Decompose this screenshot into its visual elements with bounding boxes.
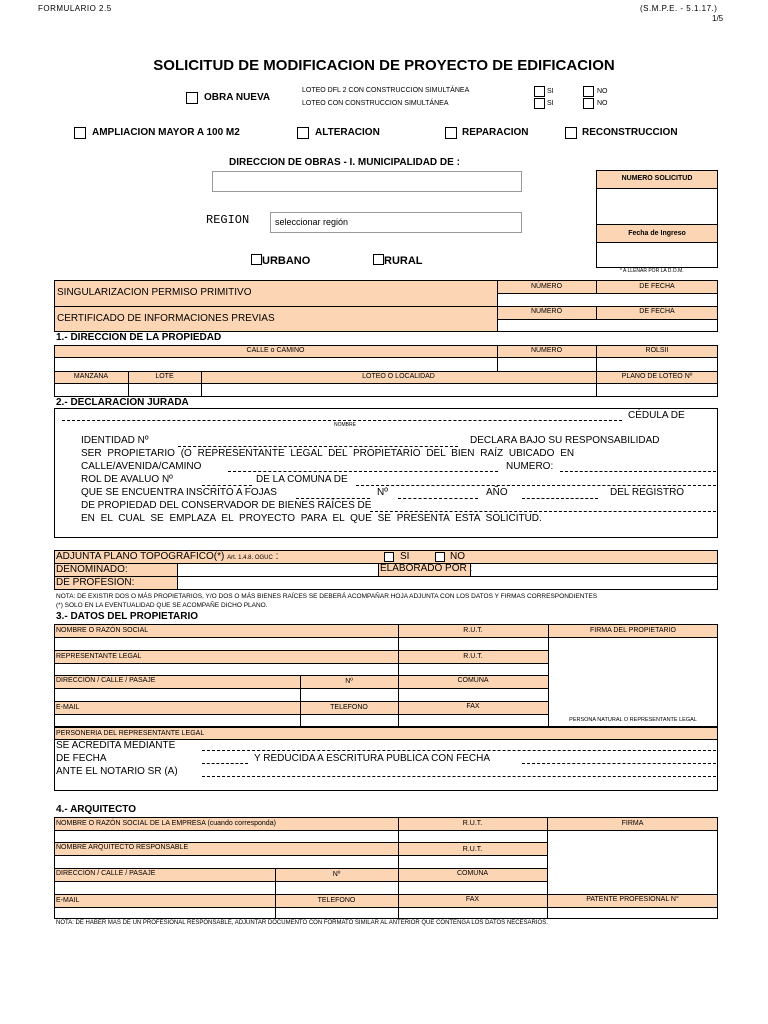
firma-header: FIRMA bbox=[621, 820, 644, 827]
section-3-title: 3.- DATOS DEL PROPIETARIO bbox=[56, 611, 199, 622]
registro-label: DEL REGISTRO bbox=[610, 487, 685, 498]
n-header: Nº bbox=[345, 678, 353, 685]
calle-header: CALLE o CAMINO bbox=[246, 347, 305, 354]
form-id: FORMULARIO 2.5 bbox=[38, 4, 112, 13]
fax-header: FAX bbox=[465, 896, 480, 903]
persona-natural-caption: PERSONA NATURAL O REPRESENTANTE LEGAL bbox=[569, 717, 697, 723]
loteo-dfl-si-checkbox[interactable] bbox=[534, 86, 545, 97]
representante-header: REPRESENTANTE LEGAL bbox=[56, 653, 142, 660]
ampliacion-checkbox[interactable] bbox=[74, 127, 86, 139]
direccion-header: DIRECCIÓN / CALLE / PASAJE bbox=[56, 870, 156, 877]
municipalidad-input[interactable] bbox=[212, 171, 522, 192]
cedula-label: CÉDULA DE bbox=[628, 410, 685, 421]
urbano-checkbox[interactable] bbox=[251, 254, 262, 265]
comuna-header: COMUNA bbox=[457, 677, 489, 684]
alteracion-checkbox[interactable] bbox=[297, 127, 309, 139]
rut-header: R.U.T. bbox=[463, 653, 483, 660]
obra-nueva-checkbox[interactable] bbox=[186, 92, 198, 104]
elaborado-label: ELABORADO POR : bbox=[380, 563, 473, 574]
si-label: SI bbox=[400, 551, 410, 562]
comuna-header: COMUNA bbox=[456, 870, 489, 877]
reconstruccion-label: RECONSTRUCCION bbox=[582, 127, 678, 138]
loteo-dfl-label: LOTEO DFL 2 CON CONSTRUCCION SIMULTÁNEA bbox=[302, 87, 470, 94]
page-number: 1/5 bbox=[712, 14, 724, 23]
ampliacion-label: AMPLIACION MAYOR A 100 M2 bbox=[92, 127, 240, 138]
profesion-label: DE PROFESION: bbox=[56, 577, 135, 588]
n-header: Nº bbox=[332, 871, 341, 878]
rol-avaluo-label: ROL DE AVALUO Nº bbox=[81, 474, 173, 485]
no-label: NO bbox=[597, 100, 608, 107]
notario-label: ANTE EL NOTARIO SR (A) bbox=[56, 766, 178, 777]
region-label: REGION bbox=[206, 213, 250, 227]
ano-label: AÑO bbox=[486, 487, 508, 498]
loteo-con-no-checkbox[interactable] bbox=[583, 98, 594, 109]
email-header: E-MAIL bbox=[56, 897, 80, 904]
fax-header: FAX bbox=[466, 703, 480, 710]
rut-header: R.U.T. bbox=[462, 820, 483, 827]
identidad-label: IDENTIDAD Nº bbox=[81, 435, 149, 446]
loteo-dfl-no-checkbox[interactable] bbox=[583, 86, 594, 97]
inscrito-label: QUE SE ENCUENTRA INSCRITO A FOJAS bbox=[81, 487, 277, 498]
reparacion-label: REPARACION bbox=[462, 127, 529, 138]
fojas-n-label: Nº bbox=[377, 487, 388, 498]
section-4-title: 4.- ARQUITECTO bbox=[56, 804, 137, 815]
si-label: SI bbox=[547, 100, 554, 107]
nota-plano: (*) SOLO EN LA EVENTUALIDAD QUE SE ACOMPAÑE DICHO PLANO. bbox=[56, 602, 268, 609]
acredita-label: SE ACREDITA MEDIANTE bbox=[56, 740, 176, 751]
manzana-header: MANZANA bbox=[73, 373, 109, 380]
denominado-label: DENOMINADO: bbox=[56, 564, 128, 575]
certificado-label: CERTIFICADO DE INFORMACIONES PREVIAS bbox=[57, 313, 275, 324]
loteo-con-si-checkbox[interactable] bbox=[534, 98, 545, 109]
fecha-ingreso-field[interactable] bbox=[596, 242, 718, 268]
rural-checkbox[interactable] bbox=[373, 254, 384, 265]
lote-header: LOTE bbox=[155, 373, 174, 380]
telefono-header: TELEFONO bbox=[330, 704, 368, 711]
numero-header: NÚMERO bbox=[530, 283, 563, 290]
nota-propietarios: NOTA: DE EXISTIR DOS O MÁS PROPIETARIOS, Y/O DOS O MÁS BIENES RAÍCES SE DEBERÁ ACOMPAÑAR HOJA ADJUNTA CON LOS DATOS Y FIRMAS CORRESPONDIENTES bbox=[56, 593, 598, 600]
page-title: SOLICITUD DE MODIFICACION DE PROYECTO DE EDIFICACION bbox=[153, 57, 615, 74]
no-label: NO bbox=[597, 88, 608, 95]
numero-solicitud-header: NUMERO SOLICITUD bbox=[596, 170, 718, 189]
numero-label: NUMERO: bbox=[506, 461, 554, 472]
reconstruccion-checkbox[interactable] bbox=[565, 127, 577, 139]
plano-si-checkbox[interactable] bbox=[384, 552, 394, 562]
direccion-obras-label: DIRECCION DE OBRAS - I. MUNICIPALIDAD DE : bbox=[229, 157, 460, 168]
telefono-header: TELEFONO bbox=[317, 897, 356, 904]
plano-no-checkbox[interactable] bbox=[435, 552, 445, 562]
form-code: (S.M.P.E. - 5.1.17.) bbox=[640, 4, 718, 13]
emplaza-text: EN EL CUAL SE EMPLAZA EL PROYECTO PARA EL QUE SE PRESENTA ESTA SOLICITUD. bbox=[81, 513, 542, 524]
conservador-label: DE PROPIEDAD DEL CONSERVADOR DE BIENES RAÍCES DE bbox=[81, 500, 372, 511]
loteo-header: LOTEO O LOCALIDAD bbox=[362, 373, 435, 380]
rut-header: R.U.T. bbox=[463, 627, 483, 634]
calle-label: CALLE/AVENIDA/CAMINO bbox=[81, 461, 202, 472]
empresa-header: NOMBRE O RAZÓN SOCIAL DE LA EMPRESA (cuando corresponda) bbox=[56, 820, 276, 827]
email-header: E-MAIL bbox=[56, 704, 80, 711]
singularizacion-label: SINGULARIZACION PERMISO PRIMITIVO bbox=[57, 287, 252, 298]
no-label: NO bbox=[450, 551, 465, 562]
plano-header: PLANO DE LOTEO Nº bbox=[621, 373, 693, 380]
numero-header: NÚMERO bbox=[530, 347, 563, 354]
fecha-label: DE FECHA bbox=[56, 753, 107, 764]
patente-header: PATENTE PROFESIONAL N° bbox=[586, 896, 679, 903]
alteracion-label: ALTERACION bbox=[315, 127, 380, 138]
si-label: SI bbox=[547, 88, 554, 95]
rural-label: RURAL bbox=[384, 255, 423, 267]
section-1-title: 1.- DIRECCION DE LA PROPIEDAD bbox=[56, 332, 222, 343]
declara-label: DECLARA BAJO SU RESPONSABILIDAD bbox=[470, 435, 660, 446]
section-2-title: 2.- DECLARACION JURADA bbox=[56, 397, 189, 408]
direccion-header: DIRECCIÓN / CALLE / PASAJE bbox=[56, 677, 156, 684]
loteo-con-label: LOTEO CON CONSTRUCCION SIMULTÁNEA bbox=[302, 100, 449, 107]
firma-propietario-header: FIRMA DEL PROPIETARIO bbox=[590, 627, 676, 634]
personeria-header: PERSONERIA DEL REPRESENTANTE LEGAL bbox=[56, 730, 205, 737]
de-fecha-header: DE FECHA bbox=[639, 283, 675, 290]
numero-solicitud-field[interactable] bbox=[596, 188, 718, 225]
nombre-razon-header: NOMBRE O RAZÓN SOCIAL bbox=[56, 627, 149, 634]
urbano-label: URBANO bbox=[262, 255, 311, 267]
region-select[interactable]: seleccionar región bbox=[270, 212, 522, 233]
numero-header: NÚMERO bbox=[530, 308, 563, 315]
nota-profesional: NOTA: DE HABER MAS DE UN PROFESIONAL RESPONSABLE, ADJUNTAR DOCUMENTO CON FORMATO SIMILAR AL ANTERIOR QUE CONTENGA LOS DATOS NECESARIOS. bbox=[56, 920, 548, 926]
fecha-ingreso-header: Fecha de Ingreso bbox=[596, 224, 718, 243]
adjunta-plano-label: ADJUNTA PLANO TOPOGRÁFICO(*) Art. 1.4.8. OGUC : bbox=[56, 551, 279, 562]
de-fecha-header: DE FECHA bbox=[639, 308, 675, 315]
rut-header: R.U.T. bbox=[462, 846, 483, 853]
nombre-caption: NOMBRE bbox=[334, 422, 356, 428]
arquitecto-header: NOMBRE ARQUITECTO RESPONSABLE bbox=[56, 844, 189, 851]
comuna-label: DE LA COMUNA DE bbox=[256, 474, 348, 485]
rol-header: ROLSII bbox=[645, 347, 669, 354]
ser-propietario-text: SER PROPIETARIO (O REPRESENTANTE LEGAL DEL PROPIETARIO DEL BIEN RAÍZ UBICADO EN bbox=[81, 448, 575, 459]
reparacion-checkbox[interactable] bbox=[445, 127, 457, 139]
a-llenar-note: * A LLENAR POR LA D.O.M. bbox=[620, 268, 684, 274]
obra-nueva-label: OBRA NUEVA bbox=[204, 92, 271, 103]
reducida-label: Y REDUCIDA A ESCRITURA PUBLICA CON FECHA bbox=[254, 753, 490, 764]
